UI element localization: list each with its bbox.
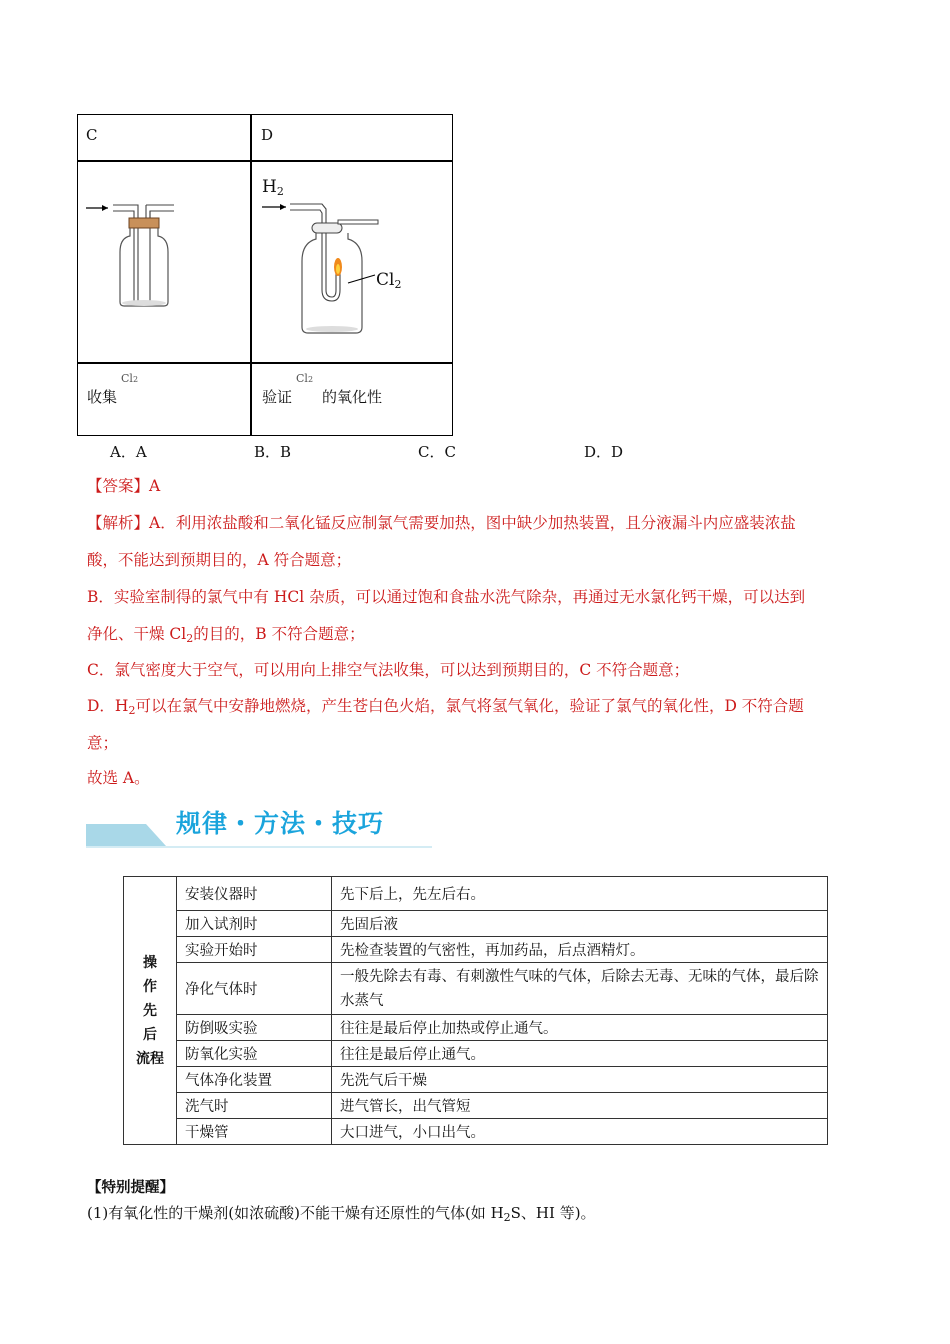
rule-text: 先洗气后干燥 bbox=[332, 1067, 828, 1093]
rule-item: 加入试剂时 bbox=[177, 911, 332, 937]
apparatus-d-h2-label: $H_2$ bbox=[262, 177, 284, 198]
analysis-line-1: 【解析】A．利用浓盐酸和二氧化锰反应制氯气需要加热，图中缺少加热装置，且分液漏斗内应盛装浓盐 bbox=[87, 514, 796, 532]
rules-table-header: 操 作 先 后 流程 bbox=[124, 877, 177, 1145]
rule-text: 进气管长，出气管短 bbox=[332, 1093, 828, 1119]
option-a: A．A bbox=[110, 443, 147, 461]
rule-text: 往往是最后停止通气。 bbox=[332, 1041, 828, 1067]
caption-d-suffix: 的氧化性 bbox=[322, 388, 383, 406]
rule-item: 防氧化实验 bbox=[177, 1041, 332, 1067]
table-divider-row1 bbox=[77, 160, 453, 162]
rule-item: 实验开始时 bbox=[177, 937, 332, 963]
caption-c-formula: Cl2 bbox=[121, 372, 139, 385]
table-row bbox=[124, 1119, 828, 1145]
rule-text: 先下后上，先左后右。 bbox=[332, 877, 828, 911]
table-row bbox=[124, 963, 828, 1015]
analysis-conclusion: 故选 A。 bbox=[87, 769, 150, 787]
rule-item: 安装仪器时 bbox=[177, 877, 332, 911]
special-note-line-1: (1)有氧化性的干燥剂(如浓硫酸)不能干燥有还原性的气体(如 $H_2S$、HI 等)。 bbox=[87, 1204, 596, 1224]
rule-text: 先固后液 bbox=[332, 911, 828, 937]
special-note-title: 【特别提醒】 bbox=[87, 1180, 174, 1196]
option-c: C．C bbox=[418, 443, 456, 461]
table-row bbox=[124, 1015, 828, 1041]
section-title: 规律・方法・技巧 bbox=[176, 809, 385, 838]
analysis-line-6: D．$H_2$可以在氯气中安静地燃烧，产生苍白色火焰，氯气将氢气氧化，验证了氯气的氧化性，D 不符合题 bbox=[87, 697, 804, 717]
rule-item: 干燥管 bbox=[177, 1119, 332, 1145]
apparatus-d-cl2-label: $Cl_2$ bbox=[376, 270, 402, 291]
caption-c: 收集 bbox=[87, 388, 118, 406]
analysis-line-3: B．实验室制得的氯气中有 HCl 杂质，可以通过饱和食盐水洗气除杂，再通过无水氯化钙干燥，可以达到 bbox=[87, 588, 806, 606]
rule-text: 一般先除去有毒、有刺激性气味的气体，后除去无毒、无味的气体，最后除水蒸气 bbox=[332, 963, 828, 1015]
table-row bbox=[124, 1041, 828, 1067]
rule-text: 先检查装置的气密性，再加药品，后点酒精灯。 bbox=[332, 937, 828, 963]
rule-text: 大口进气，小口出气。 bbox=[332, 1119, 828, 1145]
table-row bbox=[124, 877, 828, 911]
rule-item: 防倒吸实验 bbox=[177, 1015, 332, 1041]
caption-d: 验证 bbox=[262, 388, 293, 406]
apparatus-c-collection-bottle bbox=[78, 190, 250, 310]
caption-d-formula: Cl2 bbox=[296, 372, 314, 385]
table-row bbox=[124, 1093, 828, 1119]
apparatus-d-burning-bottle bbox=[252, 195, 422, 340]
analysis-line-2: 酸，不能达到预期目的，A 符合题意； bbox=[87, 551, 352, 569]
table-row bbox=[124, 911, 828, 937]
rule-item: 洗气时 bbox=[177, 1093, 332, 1119]
cell-d-label: D bbox=[261, 126, 274, 144]
table-row bbox=[124, 937, 828, 963]
rules-table bbox=[123, 876, 828, 1145]
table-row bbox=[124, 1067, 828, 1093]
table-divider-row2 bbox=[77, 362, 453, 364]
analysis-line-7: 意； bbox=[87, 734, 119, 752]
analysis-line-5: C．氯气密度大于空气，可以用向上排空气法收集，可以达到预期目的，C 不符合题意； bbox=[87, 661, 690, 679]
analysis-line-4: 净化、干燥 $Cl_2$的目的，B 不符合题意； bbox=[87, 625, 365, 645]
option-b: B．B bbox=[254, 443, 292, 461]
rule-item: 净化气体时 bbox=[177, 963, 332, 1015]
cell-c-label: C bbox=[86, 126, 98, 144]
rule-item: 气体净化装置 bbox=[177, 1067, 332, 1093]
answer-line: 【答案】A bbox=[87, 477, 161, 495]
rule-text: 往往是最后停止加热或停止通气。 bbox=[332, 1015, 828, 1041]
option-d: D．D bbox=[584, 443, 624, 461]
